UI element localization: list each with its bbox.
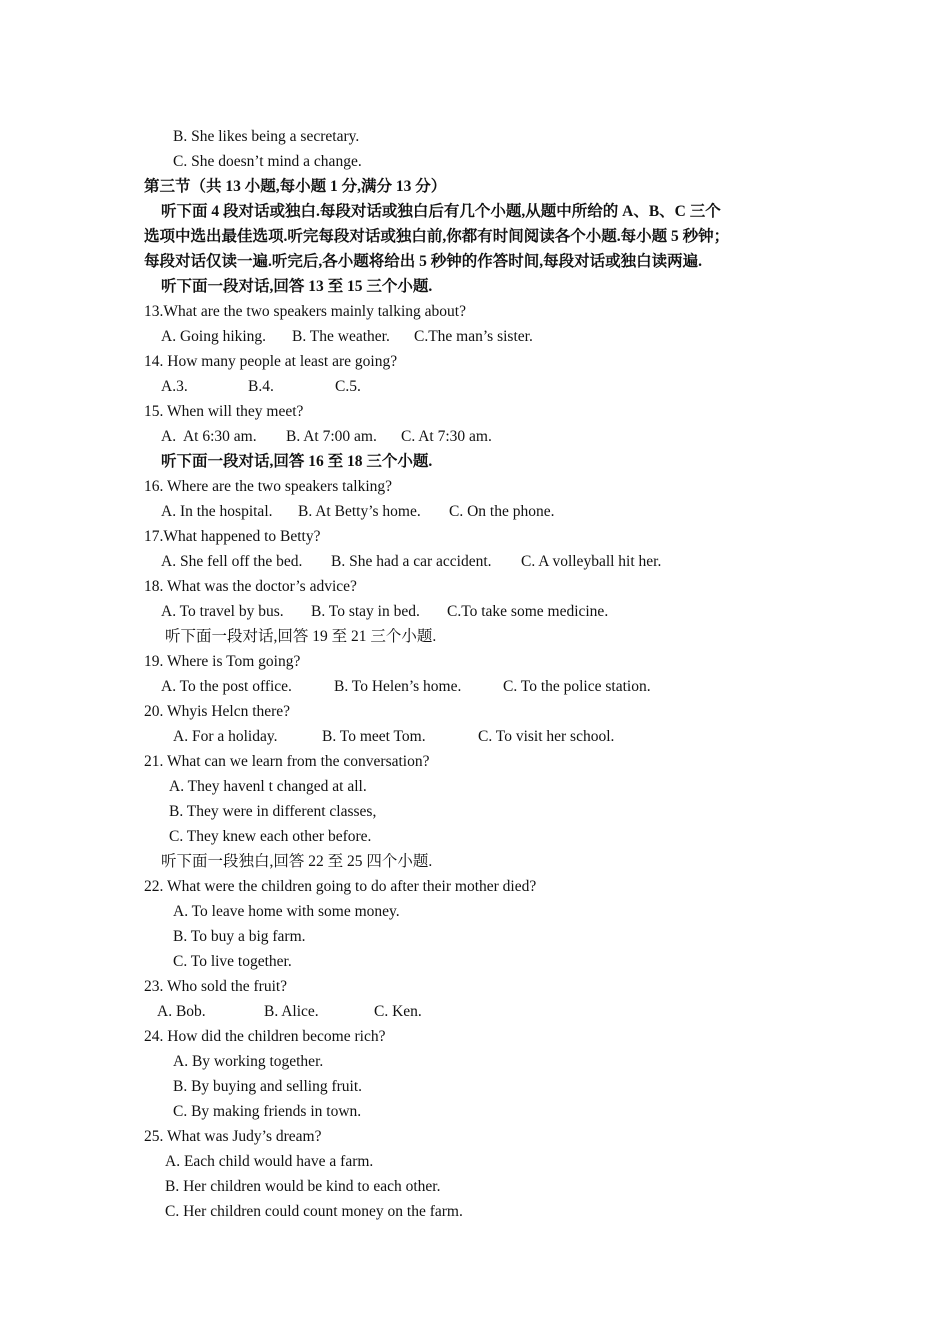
question-14-stem: 14. How many people at least are going? xyxy=(144,353,398,370)
question-18-option-c: C.To take some medicine. xyxy=(447,603,609,620)
question-23-option-c: C. Ken. xyxy=(374,1003,422,1020)
question-19-option-b: B. To Helen’s home. xyxy=(334,678,462,695)
question-20-option-c: C. To visit her school. xyxy=(478,728,615,745)
question-13-stem: 13.What are the two speakers mainly talking about? xyxy=(144,303,466,320)
prev-option-c: C. She doesn’t mind a change. xyxy=(173,153,362,170)
intro-19-21: 听下面一段对话,回答 19 至 21 三个小题. xyxy=(165,628,437,645)
question-24-stem: 24. How did the children become rich? xyxy=(144,1028,386,1045)
question-16-option-b: B. At Betty’s home. xyxy=(298,503,421,520)
question-19-option-a: A. To the post office. xyxy=(161,678,292,695)
question-22-stem: 22. What were the children going to do after their mother died? xyxy=(144,878,537,895)
question-25-option-b: B. Her children would be kind to each other. xyxy=(165,1178,441,1195)
question-15-option-b: B. At 7:00 am. xyxy=(286,428,377,445)
question-16-stem: 16. Where are the two speakers talking? xyxy=(144,478,393,495)
question-16-option-a: A. In the hospital. xyxy=(161,503,273,520)
question-24-option-b: B. By buying and selling fruit. xyxy=(173,1078,363,1095)
section-header: 第三节（共 13 小题,每小题 1 分,满分 13 分） xyxy=(144,178,447,195)
question-23-option-a: A. Bob. xyxy=(157,1003,206,1020)
question-21-stem: 21. What can we learn from the conversation? xyxy=(144,753,430,770)
question-17-option-a: A. She fell off the bed. xyxy=(161,553,303,570)
intro-16-18: 听下面一段对话,回答 16 至 18 三个小题. xyxy=(161,453,433,470)
question-21-option-c: C. They knew each other before. xyxy=(169,828,372,845)
question-14-option-b: B.4. xyxy=(248,378,274,395)
question-24-option-a: A. By working together. xyxy=(173,1053,324,1070)
question-20-option-a: A. For a holiday. xyxy=(173,728,278,745)
question-16-option-c: C. On the phone. xyxy=(449,503,555,520)
question-13-option-a: A. Going hiking. xyxy=(161,328,267,345)
question-18-option-a: A. To travel by bus. xyxy=(161,603,284,620)
question-13-option-b: B. The weather. xyxy=(292,328,390,345)
question-18-stem: 18. What was the doctor’s advice? xyxy=(144,578,357,595)
intro-13-15: 听下面一段对话,回答 13 至 15 三个小题. xyxy=(161,278,433,295)
question-15-option-c: C. At 7:30 am. xyxy=(401,428,492,445)
prev-option-b: B. She likes being a secretary. xyxy=(173,128,360,145)
question-23-option-b: B. Alice. xyxy=(264,1003,319,1020)
question-21-option-a: A. They havenl t changed at all. xyxy=(169,778,367,795)
question-14-option-c: C.5. xyxy=(335,378,361,395)
question-22-option-a: A. To leave home with some money. xyxy=(173,903,400,920)
question-17-option-c: C. A volleyball hit her. xyxy=(521,553,662,570)
question-21-option-b: B. They were in different classes, xyxy=(169,803,377,820)
question-25-option-c: C. Her children could count money on the farm. xyxy=(165,1203,463,1220)
question-23-stem: 23. Who sold the fruit? xyxy=(144,978,288,995)
instruction-line-3: 每段对话仅读一遍.听完后,各小题将给出 5 秒钟的作答时间,每段对话或独白读两遍. xyxy=(144,253,703,270)
question-22-option-b: B. To buy a big farm. xyxy=(173,928,306,945)
question-25-option-a: A. Each child would have a farm. xyxy=(165,1153,374,1170)
instruction-line-1: 听下面 4 段对话或独白.每段对话或独白后有几个小题,从题中所给的 A、B、C 三个 xyxy=(161,203,721,220)
question-15-option-a: A. At 6:30 am. xyxy=(161,428,257,445)
question-13-option-c: C.The man’s sister. xyxy=(414,328,533,345)
question-22-option-c: C. To live together. xyxy=(173,953,292,970)
question-25-stem: 25. What was Judy’s dream? xyxy=(144,1128,322,1145)
question-20-stem: 20. Whyis Helcn there? xyxy=(144,703,291,720)
question-17-option-b: B. She had a car accident. xyxy=(331,553,492,570)
question-14-option-a: A.3. xyxy=(161,378,188,395)
intro-22-25: 听下面一段独白,回答 22 至 25 四个小题. xyxy=(161,853,433,870)
question-20-option-b: B. To meet Tom. xyxy=(322,728,426,745)
question-24-option-c: C. By making friends in town. xyxy=(173,1103,362,1120)
question-19-option-c: C. To the police station. xyxy=(503,678,651,695)
question-19-stem: 19. Where is Tom going? xyxy=(144,653,301,670)
question-15-stem: 15. When will they meet? xyxy=(144,403,304,420)
question-17-stem: 17.What happened to Betty? xyxy=(144,528,321,545)
instruction-line-2: 选项中选出最佳选项.听完每段对话或独白前,你都有时间阅读各个小题.每小题 5 秒钟； xyxy=(144,228,730,245)
question-18-option-b: B. To stay in bed. xyxy=(311,603,420,620)
